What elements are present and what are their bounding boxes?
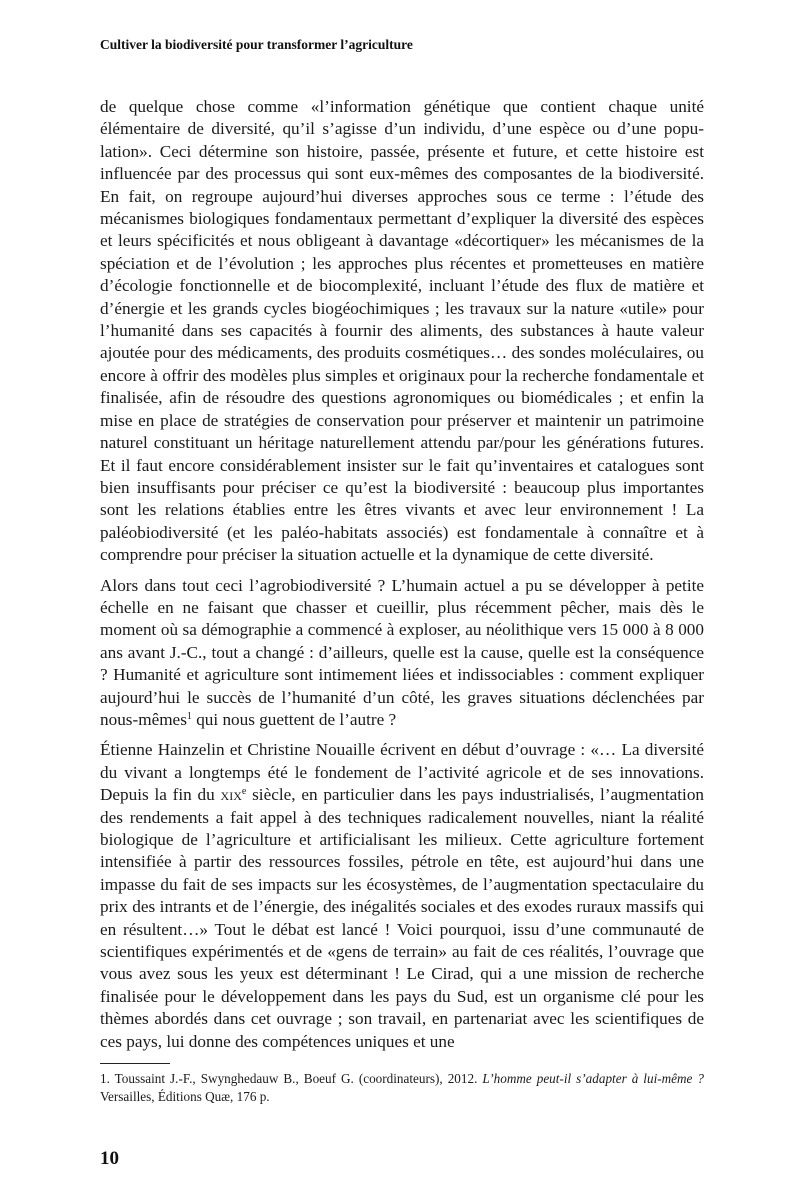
paragraph-2-tail: qui nous guettent de l’autre ? xyxy=(191,709,397,729)
century-numeral: xix xyxy=(220,785,242,805)
paragraph-2-text: Alors dans tout ceci l’agrobiodiversité ? L’humain actuel a pu se développer à petite échelle en ne faisant que chasser et cueillir, plus récemment pêcher, mais dès le moment où sa démographie a commencé à exploser, au néolithique vers 15 000 à 8 000 ans avant J.-C., tout a changé : d’ailleurs, quelle est la cause, quelle est la conséquence ? Humanité et agriculture sont intimement liées et indissociables : comment expliquer aujourd’hui le succès de l’humanité d’un côté, les graves situations déclenchées par nous-mêmes xyxy=(100,575,704,729)
footnote-authors: Toussaint J.-F., Swynghedauw B., Boeuf G. (coordinateurs), 2012. xyxy=(109,1071,483,1086)
paragraph-3-continued: siècle, en particulier dans les pays industrialisés, l’augmentation des rendements a fait appel à des techniques radicalement nouvelles, niant la réalité biologique de l’agriculture et artificialisant les milieux. Cette agriculture fortement intensifiée à partir des ressources fossiles, pétrole en tête, est aujourd’hui dans une impasse du fait de ses impacts sur les écosystèmes, de l’augmentation spectaculaire du prix des intrants et de l’énergie, des inégalités sociales et des exodes ruraux massifs qui en résultent…» Tout le débat est lancé ! Voici pourquoi, issu d’une communauté de scientifiques expérimentés et de «gens de terrain» au fait de ces réalités, l’ouvrage que vous avez sous les yeux est déterminant ! Le Cirad, qui a une mission de recherche finalisée pour le développement dans les pays du Sud, est un organisme clé pour les thèmes abordés dans cet ouvrage ; son travail, en partenariat avec les scientifiques de ces pays, lui donne des compétences uniques et une xyxy=(100,785,705,1051)
paragraph-3-text: Étienne Hainzelin et Christine Nouaille écrivent en début d’ouvrage : «… La diversité du vivant a longtemps été le fondement de l’activité agricole et de ses innovations. Depuis la fin du xyxy=(100,740,704,805)
paragraph-1: de quelque chose comme «l’information génétique que contient chaque unité élémentaire de diversité, qu’il s’agisse d’un individu, d’une espèce ou d’une population». Ceci détermine son histoire, passée, présente et future, et cette histoire est influencée par des processus qui sont eux-mêmes des composantes de la biodiversité. En fait, on regroupe aujourd’hui diverses approches sous ce terme : l’étude des mécanismes biologiques fondamentaux permettant d’expliquer la diversité des espèces et leurs spécificités et nous obligeant à davantage «décortiquer» les mécanismes de la spéciation et de l’évolution ; les approches plus récentes et prometteuses en matière d’écologie fonctionnelle et de biocomplexité, incluant l’étude des flux de matière et d’énergie et les grands cycles biogéochimiques ; les travaux sur la nature «utile» pour l’humanité dans ses capacités à fournir des aliments, des substances à haute valeur ajoutée pour des médicaments, des produits cosmétiques… des sondes moléculaires, ou encore à offrir des modèles plus simples et originaux pour la recherche fondamentale et finalisée, afin de résoudre des questions agronomiques ou biomédicales ; et enfin la mise en place de stratégies de conservation pour préserver et maintenir un patrimoine naturel constituant un héritage naturellement attendu par/pour les générations futures. Et il faut encore considérablement insister sur le fait qu’inventaires et catalogues sont bien insuffisants pour préciser ce qu’est la biodiversité : beaucoup plus importantes sont les relations établies entre les êtres vivants et avec leur environnement ! La paléobiodiversité (et les paléo-habitats associés) est fondamentale à connaître et à comprendre pour préciser la situation actuelle et la dynamique de cette diversité. xyxy=(100,97,704,565)
footnote-reference[interactable]: 1 xyxy=(186,710,192,722)
paragraph-3 xyxy=(100,739,704,1053)
paragraph-2 xyxy=(100,575,704,732)
footnote-divider xyxy=(100,1063,170,1064)
century-suffix: e xyxy=(241,786,247,798)
footnote-title: L’homme peut-il s’adapter à lui-même ? xyxy=(482,1071,704,1086)
page-number: 10 xyxy=(100,1148,119,1169)
footnote-number: 1. xyxy=(100,1071,110,1086)
running-title: Cultiver la biodiversité pour transformer l’agriculture xyxy=(100,37,413,52)
footnote-publisher: Versailles, Éditions Quæ, 176 p. xyxy=(100,1089,270,1104)
footnote-1 xyxy=(100,1070,704,1106)
body-text xyxy=(100,96,704,1061)
